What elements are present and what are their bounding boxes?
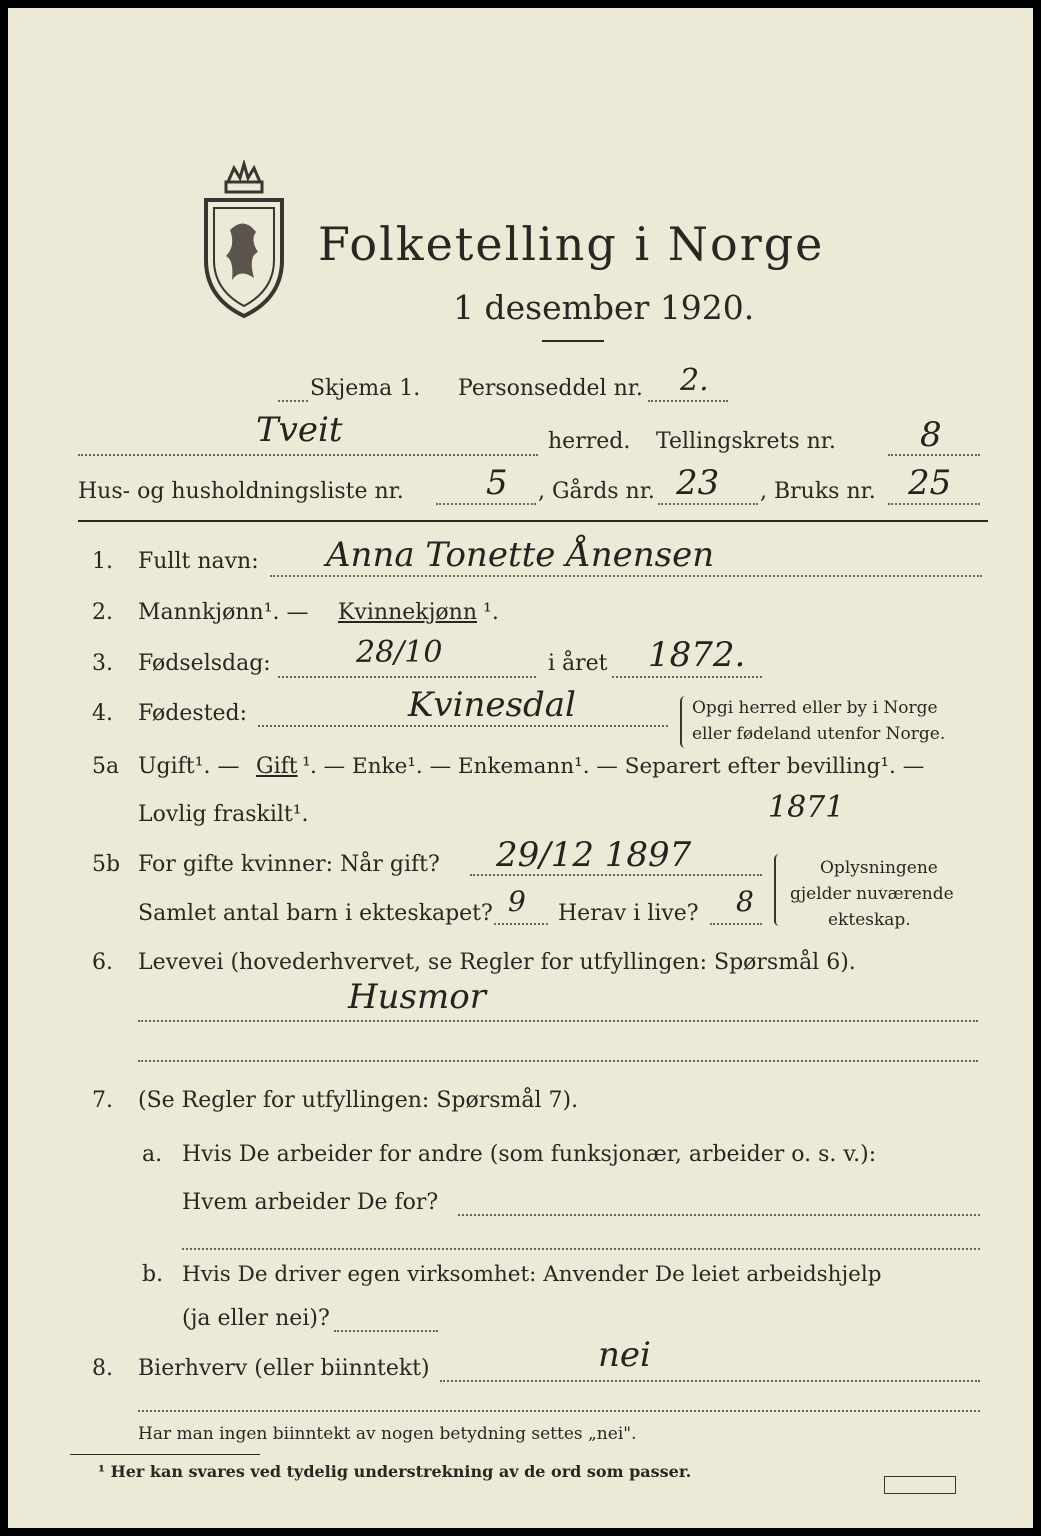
census-form-page bbox=[8, 8, 1033, 1528]
bruks-label: , Bruks nr. bbox=[760, 479, 876, 504]
q2-male: Mannkjønn¹. — bbox=[138, 600, 309, 625]
q5b-children-value: 9 bbox=[508, 885, 526, 918]
q7a-line2: Hvem arbeider De for? bbox=[182, 1190, 439, 1215]
q4-line bbox=[258, 725, 668, 727]
printer-stamp bbox=[884, 1476, 956, 1494]
q7a-line-1 bbox=[458, 1214, 980, 1216]
q2-footmark: ¹. bbox=[483, 600, 499, 625]
q5b-alive-value: 8 bbox=[736, 885, 754, 918]
q5a-handwritten-note: 1871 bbox=[768, 790, 845, 825]
husliste-value: 5 bbox=[486, 463, 508, 503]
q6-number: 6. bbox=[92, 950, 113, 975]
q5b-alive-line bbox=[710, 923, 762, 925]
q2-female-underlined: Kvinnekjønn bbox=[338, 600, 477, 625]
q4-label: Fødested: bbox=[138, 701, 248, 726]
husliste-line bbox=[436, 503, 536, 505]
q5a-line2: Lovlig fraskilt¹. bbox=[138, 802, 309, 827]
q7a-line1: Hvis De arbeider for andre (som funksjonær, arbeider o. s. v.): bbox=[182, 1142, 877, 1167]
q4-note-2: eller fødeland utenfor Norge. bbox=[692, 724, 946, 744]
q5b-note-3: ekteskap. bbox=[828, 910, 911, 930]
q4-number: 4. bbox=[92, 701, 113, 726]
q3-year-line bbox=[612, 676, 762, 678]
q3-line bbox=[278, 676, 536, 678]
q7a-number: a. bbox=[142, 1142, 163, 1167]
header-rule bbox=[78, 520, 988, 522]
q6-label: Levevei (hovederhvervet, se Regler for utfyllingen: Spørsmål 6). bbox=[138, 950, 856, 975]
q1-value: Anna Tonette Ånensen bbox=[326, 535, 715, 575]
schema-label: Skjema 1. bbox=[310, 376, 421, 401]
footnote: ¹ Her kan svares ved tydelig understrekning av de ord som passer. bbox=[98, 1462, 692, 1481]
q5b-note-2: gjelder nuværende bbox=[790, 884, 954, 904]
form-title: Folketelling i Norge bbox=[318, 217, 825, 271]
footnote-rule bbox=[70, 1454, 260, 1455]
q8-value: nei bbox=[598, 1335, 651, 1375]
q4-brace bbox=[680, 696, 690, 748]
q7a-line-2 bbox=[182, 1248, 980, 1250]
q5b-label: For gifte kvinner: Når gift? bbox=[138, 852, 440, 877]
q5b-children-line bbox=[494, 923, 548, 925]
gards-line bbox=[658, 503, 758, 505]
personseddel-line bbox=[648, 400, 728, 402]
tellingskrets-line bbox=[888, 454, 980, 456]
husliste-label: Hus- og husholdningsliste nr. bbox=[78, 479, 404, 504]
tellingskrets-value: 8 bbox=[920, 415, 942, 455]
q3-year: 1872. bbox=[648, 635, 746, 675]
q7b-line bbox=[334, 1330, 438, 1332]
census-date: 1 desember 1920. bbox=[453, 288, 755, 327]
bruks-line bbox=[888, 503, 980, 505]
q3-year-label: i året bbox=[548, 651, 608, 676]
q7b-line1: Hvis De driver egen virksomhet: Anvender De leiet arbeidshjelp bbox=[182, 1262, 882, 1287]
title-divider bbox=[542, 340, 604, 342]
q7-number: 7. bbox=[92, 1088, 113, 1113]
q6-line-2 bbox=[138, 1060, 978, 1062]
q5a-footmark: ¹ bbox=[302, 754, 311, 779]
q4-value: Kvinesdal bbox=[408, 685, 576, 725]
herred-label: herred. bbox=[548, 429, 631, 454]
norwegian-coat-of-arms-icon bbox=[200, 160, 288, 320]
q7-label: (Se Regler for utfyllingen: Spørsmål 7). bbox=[138, 1088, 579, 1113]
q5a-ugift: Ugift¹. — bbox=[138, 754, 240, 779]
q1-line bbox=[270, 575, 982, 577]
tellingskrets-label: Tellingskrets nr. bbox=[656, 429, 836, 454]
personseddel-label: Personseddel nr. bbox=[458, 376, 643, 401]
gards-label: , Gårds nr. bbox=[538, 479, 655, 504]
q5b-value: 29/12 1897 bbox=[496, 835, 692, 875]
gards-value: 23 bbox=[676, 463, 720, 503]
q7b-number: b. bbox=[142, 1262, 164, 1287]
q5b-number: 5b bbox=[92, 852, 121, 877]
q5b-line bbox=[470, 874, 762, 876]
q6-value: Husmor bbox=[348, 977, 486, 1017]
q1-label: Fullt navn: bbox=[138, 549, 259, 574]
herred-value: Tveit bbox=[256, 410, 343, 450]
q8-line-2 bbox=[138, 1410, 980, 1412]
herred-line bbox=[78, 454, 538, 456]
q5b-note-1: Oplysningene bbox=[820, 858, 938, 878]
q5b-alive-label: Herav i live? bbox=[558, 901, 699, 926]
q5a-gift-underlined: Gift bbox=[256, 754, 298, 779]
q8-label: Bierhverv (eller biinntekt) bbox=[138, 1356, 430, 1381]
bruks-value: 25 bbox=[908, 463, 952, 503]
q5a-options: . — Enke¹. — Enkemann¹. — Separert efter bevilling¹. — bbox=[310, 754, 925, 779]
income-note: Har man ingen biinntekt av nogen betydning settes „nei". bbox=[138, 1424, 637, 1444]
q5b-brace bbox=[774, 854, 784, 926]
q8-line-1 bbox=[440, 1380, 980, 1382]
q5a-number: 5a bbox=[92, 754, 120, 779]
q7b-line2: (ja eller nei)? bbox=[182, 1306, 330, 1331]
schema-leader bbox=[278, 400, 308, 402]
q6-line-1 bbox=[138, 1020, 978, 1022]
q2-number: 2. bbox=[92, 600, 113, 625]
q3-value: 28/10 bbox=[356, 635, 443, 670]
q3-number: 3. bbox=[92, 651, 113, 676]
q4-note-1: Opgi herred eller by i Norge bbox=[692, 698, 938, 718]
q1-number: 1. bbox=[92, 549, 113, 574]
q8-number: 8. bbox=[92, 1356, 113, 1381]
personseddel-value: 2. bbox=[680, 363, 709, 398]
q3-label: Fødselsdag: bbox=[138, 651, 271, 676]
q5b-children-label: Samlet antal barn i ekteskapet? bbox=[138, 901, 493, 926]
